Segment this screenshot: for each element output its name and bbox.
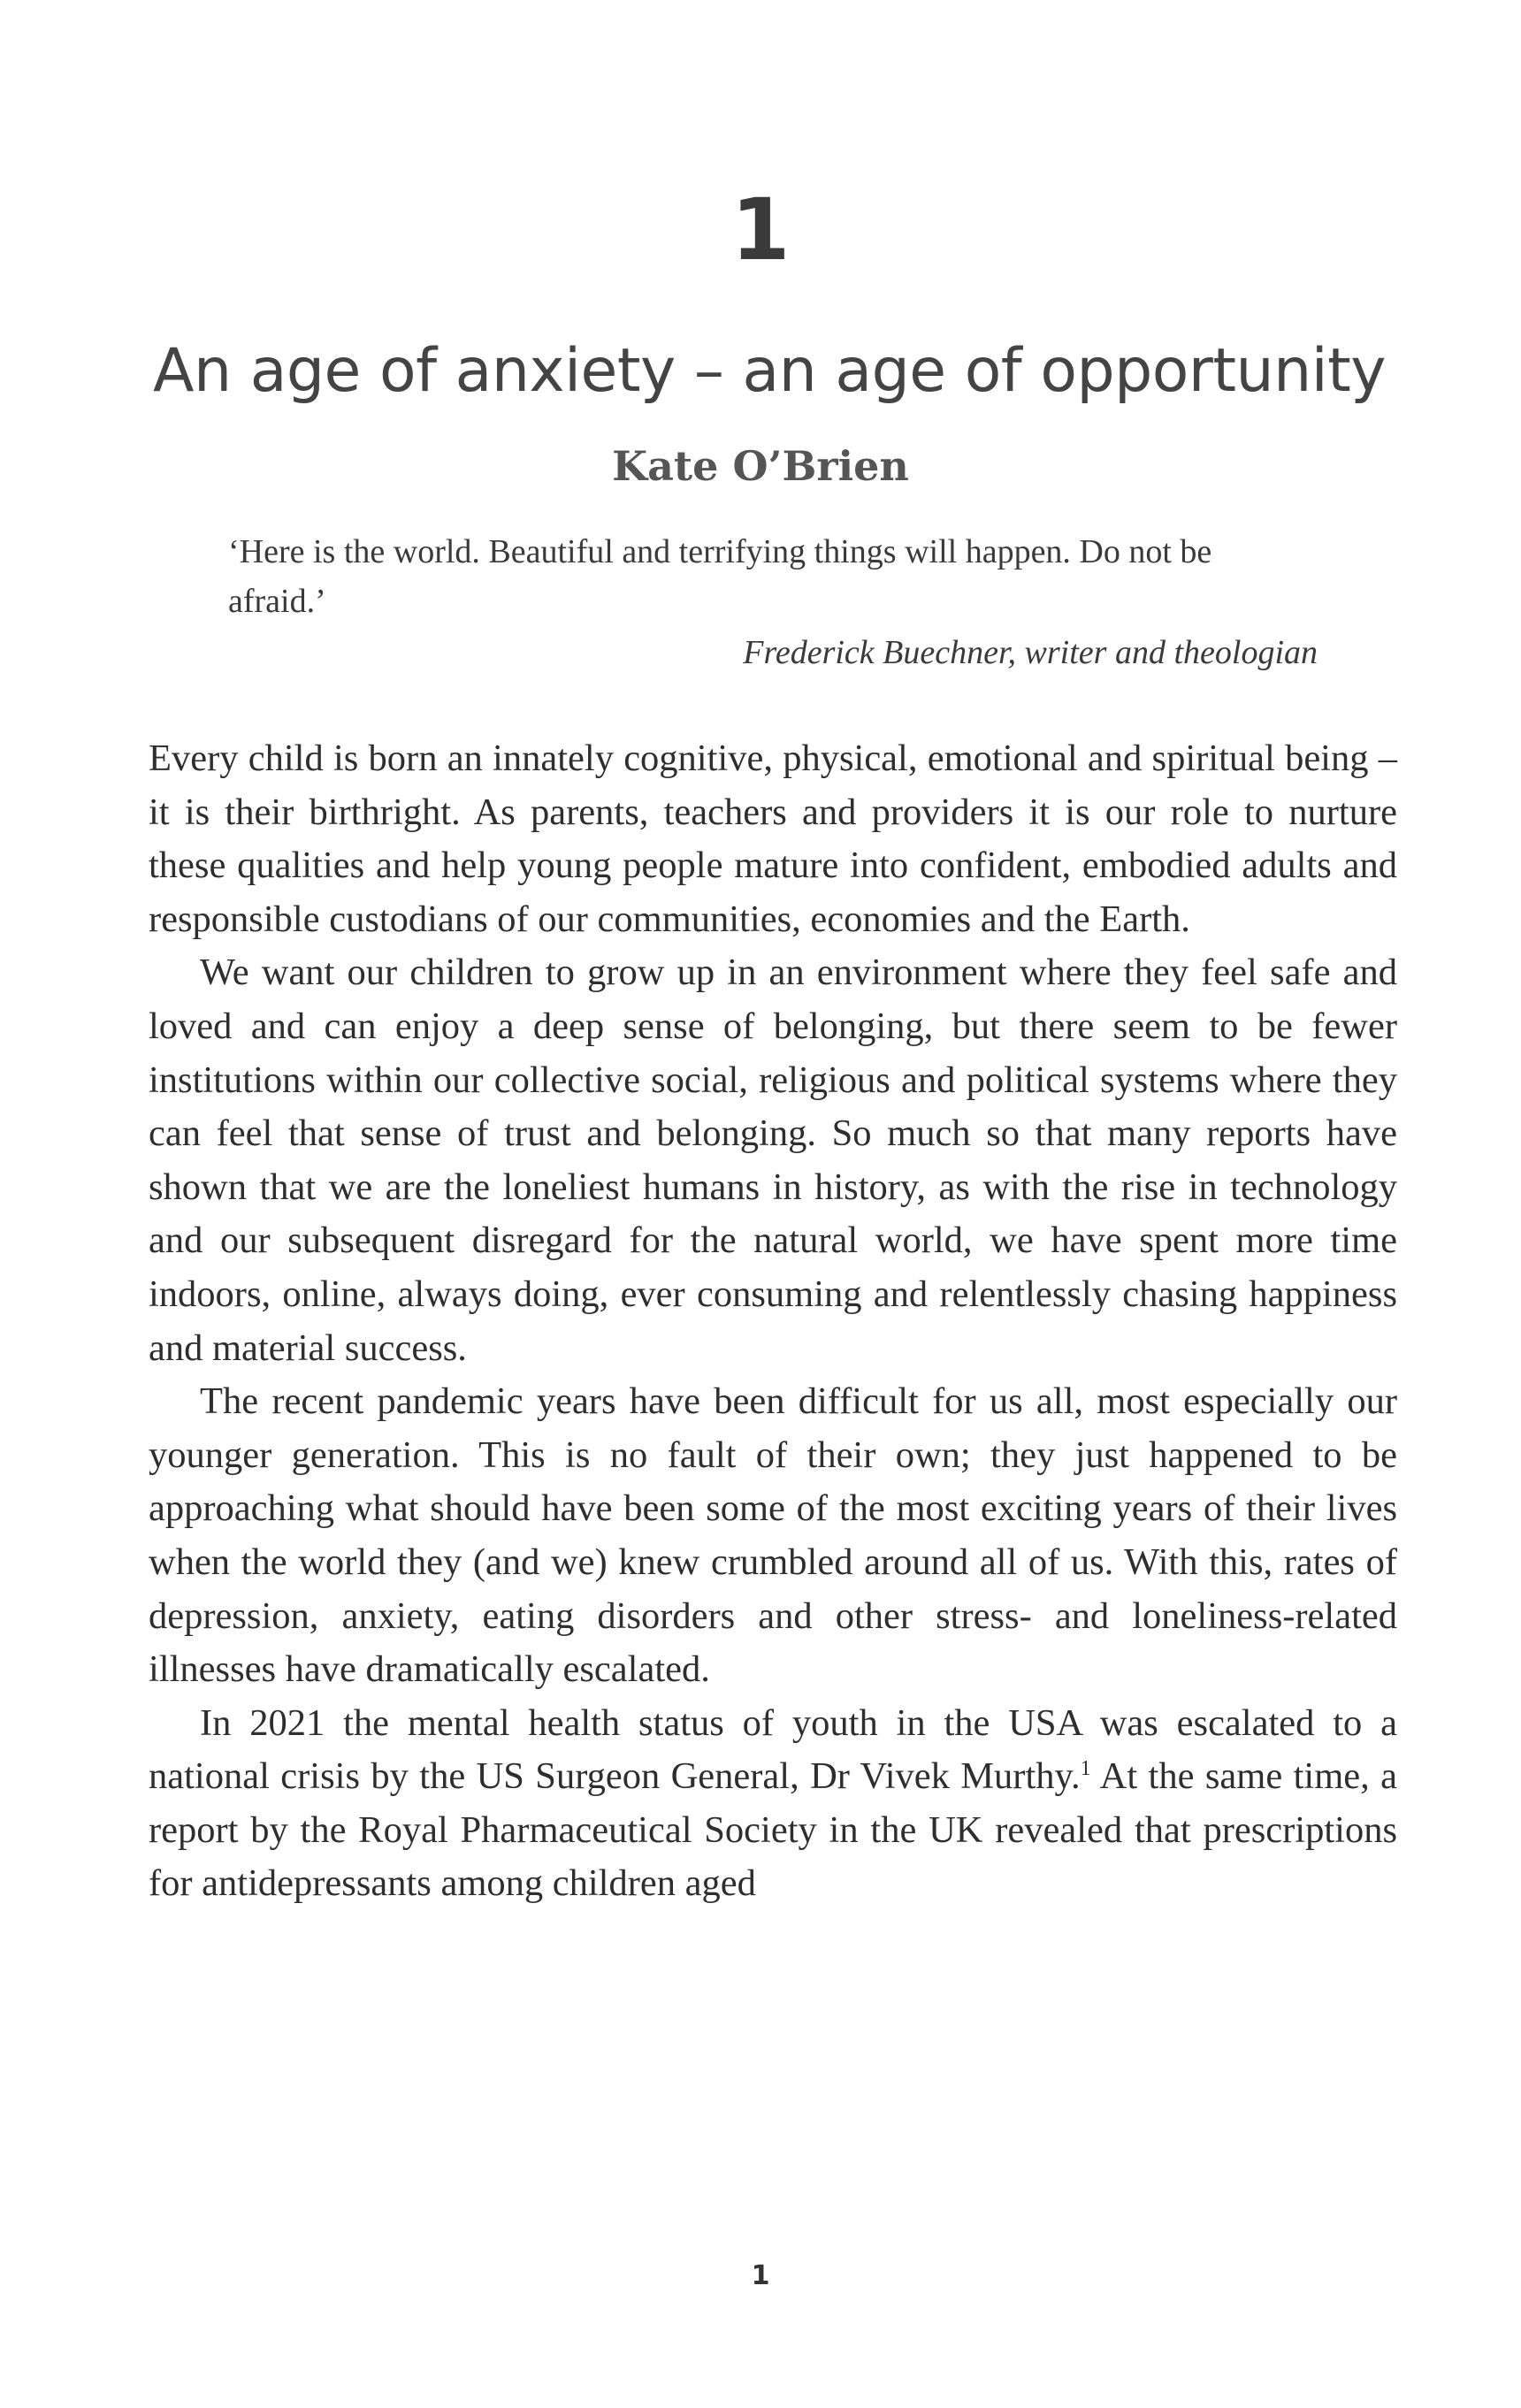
epigraph-quote: ‘Here is the world. Beautiful and terrifying things will happen. Do not be afraid.’ [228, 533, 1212, 620]
paragraph-4-part-2: At the same time, a report by the Royal Pharmaceutical Society in the UK revealed that prescriptions for antidepressants among children aged [149, 1755, 1397, 1905]
paragraph-4-part-1: In 2021 the mental health status of youth in the USA was escalated to a national crisis by the US Surgeon General, Dr Vivek Murthy. [149, 1701, 1397, 1798]
chapter-author: Kate O’Brien [612, 442, 909, 490]
epigraph-attribution: Frederick Buechner, writer and theologian [743, 634, 1318, 671]
chapter-number: 1 [730, 180, 791, 279]
paragraph-2: We want our children to grow up in an environment where they feel safe and loved and can enjoy a deep sense of belonging, but there seem to be fewer institutions within our collective social, religious and political systems where they can feel that sense of trust and belonging. So much so that many reports have shown that we are the loneliest humans in history, as with the rise in technology and our subsequent disregard for the natural world, we have spent more time indoors, online, always doing, ever consuming and relentlessly chasing happiness and material success. [149, 952, 1397, 1369]
paragraph-1: Every child is born an innately cognitive, physical, emotional and spiritual being – it is their birthright. As parents, teachers and providers it is our role to nurture these qualities and help young people mature into confident, embodied adults and responsible custodians of our communities, economies and the Earth. [149, 738, 1397, 940]
page-number: 1 [751, 2260, 770, 2291]
paragraph-4 [149, 1697, 1397, 1911]
paragraph-3: The recent pandemic years have been difficult for us all, most especially our younger generation. This is no fault of their own; they just happened to be approaching what should have been some of the most exciting years of their lives when the world they (and we) knew crumbled around all of us. With this, rates of depression, anxiety, eating disorders and other stress- and loneliness-related illnesses have dramatically escalated. [149, 1380, 1397, 1691]
footnote-reference[interactable]: 1 [1080, 1757, 1091, 1781]
chapter-title: An age of anxiety – an age of opportunity [152, 336, 1387, 406]
body-text [149, 732, 1397, 1911]
